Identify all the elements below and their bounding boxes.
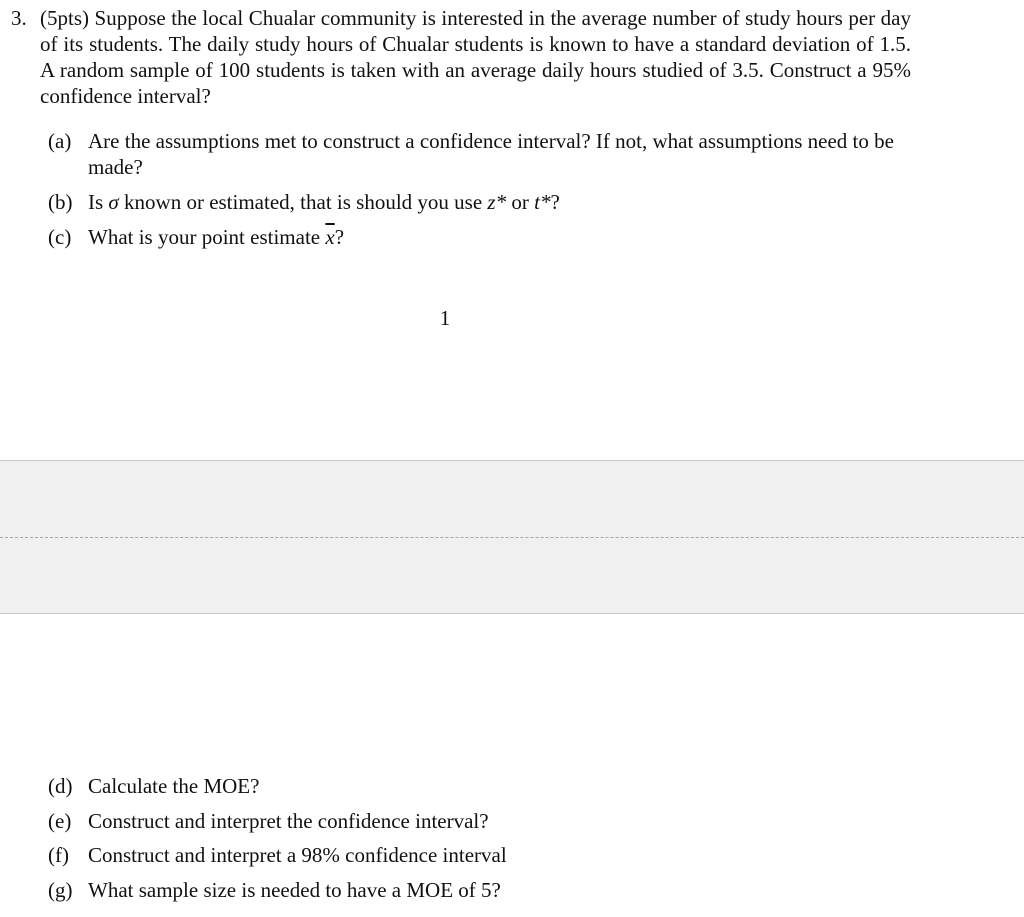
question-b-end: ? [550,190,560,214]
question-b-text-before: Is [88,190,104,214]
t-star-symbol: t* [534,190,551,214]
sigma-symbol: σ [108,190,119,214]
x-bar-symbol: $\overline{x}$ [325,225,335,249]
question-d-label: (d) [48,774,73,798]
question-e [48,808,908,834]
page-gap [0,460,1024,614]
question-c-text-main: What is your point estimate [88,225,321,249]
question-b-text-middle: known or estimated, that is should you use [124,190,483,214]
question-b-or: or [511,190,529,214]
question-f [48,842,908,868]
question-e-text: Construct and interpret the confidence interval? [88,809,489,833]
question-f-label: (f) [48,843,69,867]
question-c-label: (c) [48,225,72,249]
question-c-text [88,224,908,250]
question-a [48,128,908,180]
question-c [48,224,908,250]
question-e-label: (e) [48,809,72,833]
page-2 [0,614,1024,917]
problem-3 [11,5,911,109]
problem-number: 3. [11,6,27,30]
question-b-label: (b) [48,190,73,214]
page-break-line [0,537,1024,538]
question-d [48,773,908,799]
problem-statement: (5pts) Suppose the local Chualar community is interested in the average number of study hours per day of its students. The daily study hours of Chualar students is known to have a standard deviation of 1.5. A random sample of 100 students is taken with an average daily hours studied of 3.5. Construct a 95% confidence interval? [40,6,911,108]
question-a-text: Are the assumptions met to construct a confidence interval? If not, what assumptions need to be made? [88,129,894,179]
question-d-text: Calculate the MOE? [88,774,260,798]
question-g-label: (g) [48,878,73,902]
question-b-text [88,189,908,215]
page-number: 1 [439,306,451,330]
question-a-label: (a) [48,129,72,153]
question-b [48,189,908,215]
question-g [48,877,908,903]
question-c-end: ? [334,225,345,249]
question-g-text: What sample size is needed to have a MOE of 5? [88,878,501,902]
question-f-text: Construct and interpret a 98% confidence interval [88,843,507,867]
z-star-symbol: z* [487,190,507,214]
